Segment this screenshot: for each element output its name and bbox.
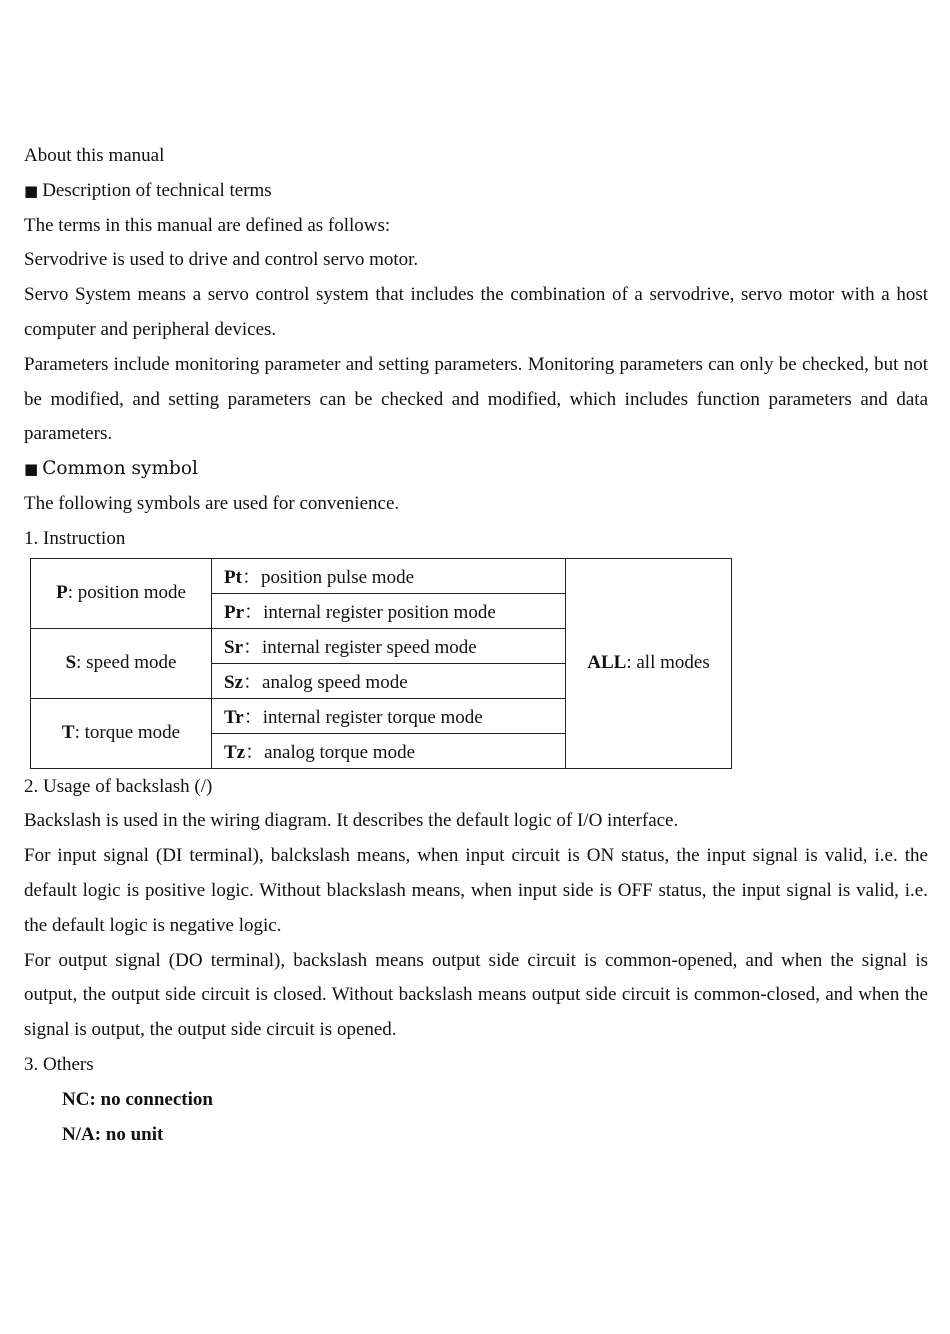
backslash-heading: 2. Usage of backslash (/) <box>24 775 213 797</box>
all-modes-cell: ALL: all modes <box>566 558 732 768</box>
parameters-definition: Parameters include monitoring parameter and setting parameters. Monitoring parameters can only be checked, but not be modified, and setting parameters can be checked and modified, which includes function parameters and data parameters. <box>24 353 928 445</box>
black-square-bullet-icon: ■ <box>24 181 39 200</box>
sub-mode-cell: Sr：internal register speed mode <box>212 628 566 663</box>
symbol-intro: The following symbols are used for convenience. <box>24 492 400 514</box>
others-heading: 3. Others <box>24 1053 94 1075</box>
output-signal-paragraph: For output signal (DO terminal), backslash means output side circuit is common-opened, and when the signal is output, the output side circuit is closed. Without backslash means output side circuit is common-closed, and when the signal is output, the output side circuit is opened. <box>24 949 928 1041</box>
input-signal-paragraph: For input signal (DI terminal), balckslash means, when input circuit is ON status, the input signal is valid, i.e. the default logic is positive logic. Without blackslash means, when input side is OFF status, the input signal is valid, i.e. the default logic is negative logic. <box>24 845 928 936</box>
sub-mode-cell: Tz：analog torque mode <box>212 733 566 768</box>
na-definition: N/A: no unit <box>62 1123 164 1145</box>
sub-mode-cell: Tr：internal register torque mode <box>212 698 566 733</box>
sub-mode-cell: Pr：internal register position mode <box>212 593 566 628</box>
table-row <box>31 558 732 593</box>
manual-page <box>24 139 928 1152</box>
terms-heading-text: Description of technical terms <box>42 179 272 201</box>
symbol-heading <box>24 452 928 487</box>
symbol-heading-text: Common symbol <box>42 458 198 480</box>
sub-mode-cell: Pt：position pulse mode <box>212 558 566 593</box>
servodrive-definition: Servodrive is used to drive and control servo motor. <box>24 249 419 271</box>
backslash-intro: Backslash is used in the wiring diagram. It describes the default logic of I/O interface. <box>24 810 679 832</box>
mode-group-cell: T: torque mode <box>31 698 212 768</box>
nc-definition: NC: no connection <box>62 1088 213 1110</box>
servo-system-definition: Servo System means a servo control system that includes the combination of a servodrive, servo motor with a host computer and peripheral devices. <box>24 284 928 340</box>
modes-table <box>30 558 732 769</box>
instruction-heading: 1. Instruction <box>24 527 126 549</box>
terms-intro: The terms in this manual are defined as follows: <box>24 214 391 236</box>
terms-heading <box>24 174 928 209</box>
sub-mode-cell: Sz：analog speed mode <box>212 663 566 698</box>
black-square-bullet-icon: ■ <box>24 460 39 479</box>
page-title: About this manual <box>24 145 165 166</box>
mode-group-cell: S: speed mode <box>31 628 212 698</box>
mode-group-cell: P: position mode <box>31 558 212 628</box>
